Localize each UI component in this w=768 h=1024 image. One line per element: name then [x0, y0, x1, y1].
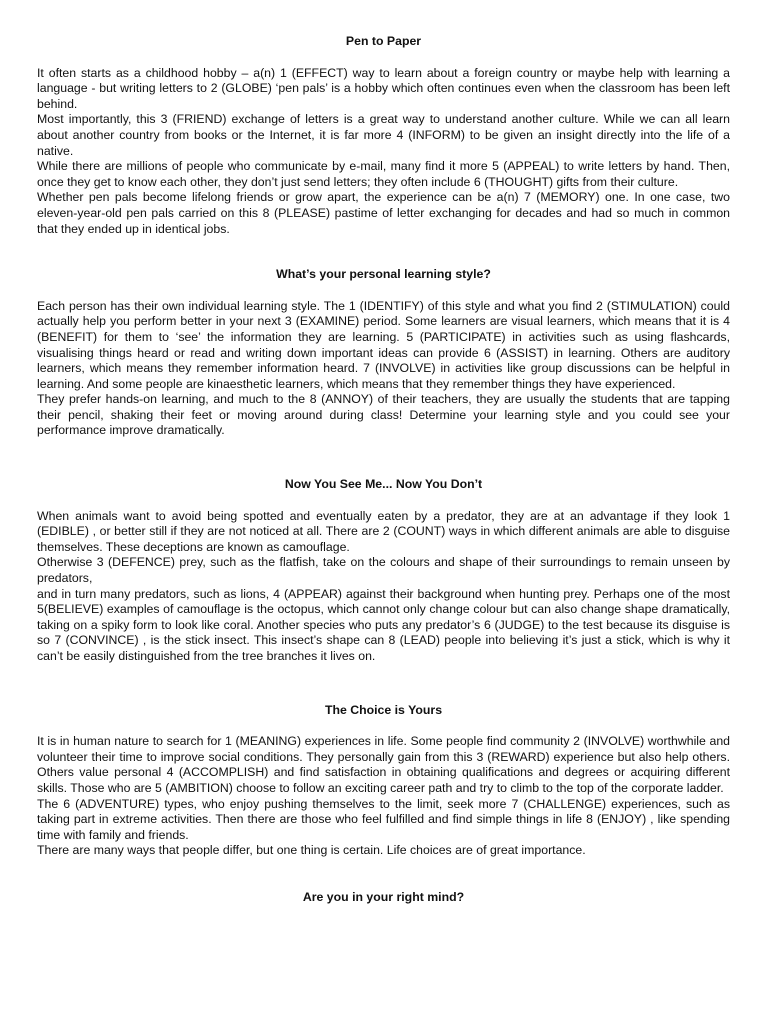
section-spacer [37, 665, 730, 703]
paragraph: When animals want to avoid being spotted and eventually eaten by a predator, they are at an advantage if they look 1 (EDIBLE) , or better still if they are not noticed at all. There are 2 (COUNT) ways in which different animals are able to disguise themselves. These deceptions are known as camouflage. [37, 508, 730, 554]
paragraph: It is in human nature to search for 1 (MEANING) experiences in life. Some people find community 2 (INVOLVE) worthwhile and volunteer their time to improve social conditions. They personally gain from this 3 (REWARD) experience but also help others. Others value personal 4 (ACCOMPLISH) and find satisfaction in obtaining qualifications and degrees or acquiring different skills. Those who are 5 (AMBITION) choose to follow an exciting career path and try to climb to the top of the corporate ladder. [37, 734, 730, 795]
section-title: The Choice is Yours [324, 702, 443, 717]
section-title: What’s your personal learning style? [276, 267, 491, 282]
paragraph: Each person has their own individual learning style. The 1 (IDENTIFY) of this style and what you find 2 (STIMULATION) could actually help you perform better in your next 3 (EXAMINE) period. Some learners are visual learners, which means that it is 4 (BENEFIT) for them to ‘see’ the information they are learning. 5 (PARTICIPATE) in activities such as using flashcards, visualising things heard or read and writing down important ideas can provide 6 (ASSIST) in learning. Others are auditory learners, which means they remember information heard. 7 (INVOLVE) in activities like group discussions can be helpful in learning. And some people are kinaesthetic learners, which means that they remember things they have experienced. [37, 298, 730, 391]
paragraph: It often starts as a childhood hobby – a(n) 1 (EFFECT) way to learn about a foreign country or maybe help with learning a language - but writing letters to 2 (GLOBE) ‘pen pals’ is a hobby which often continues even when the classroom has been left behind. [37, 65, 730, 111]
section-right-mind [37, 890, 730, 906]
paragraph: and in turn many predators, such as lions, 4 (APPEAR) against their background when hunting prey. Perhaps one of the most 5(BELIEVE) examples of camouflage is the octopus, which cannot only change colour but can also change shape dramatically, taking on a spiky form to look like coral. Another species who puts any predator’s 6 (JUDGE) to the test because its disguise is so 7 (CONVINCE) , is the stick insect. This insect’s shape can 8 (LEAD) people into believing it’s just a stick, which is why it can’t be easily distinguished from the tree branches it lives on. [37, 586, 730, 663]
paragraph: Most importantly, this 3 (FRIEND) exchange of letters is a great way to understand another culture. While we can all learn about another country from books or the Internet, it is far more 4 (INFORM) to be given an insight directly into the life of a native. [37, 112, 730, 158]
paragraph: The 6 (ADVENTURE) types, who enjoy pushing themselves to the limit, seek more 7 (CHALLENGE) experiences, such as taking part in extreme activities. Then there are those who feel fulfilled and find simple things in life 8 (ENJOY) , like spending time with family and friends. [37, 796, 730, 842]
section-now-you-see-me [37, 477, 730, 665]
section-learning-style [37, 267, 730, 439]
paragraph: They prefer hands-on learning, and much to the 8 (ANNOY) of their teachers, they are usually the students that are tapping their pencil, shaking their feet or moving around during class! Determine your learning style and you could see your performance improve dramatically. [37, 392, 730, 438]
section-pen-to-paper [37, 34, 730, 237]
section-title: Are you in your right mind? [302, 889, 465, 904]
paragraph: Otherwise 3 (DEFENCE) prey, such as the flatfish, take on the colours and shape of their surroundings to remain unseen by predators, [37, 555, 730, 586]
paragraph: There are many ways that people differ, but one thing is certain. Life choices are of great importance. [37, 843, 586, 858]
section-title: Pen to Paper [345, 34, 422, 48]
section-spacer [37, 237, 730, 267]
section-choice-is-yours [37, 703, 730, 859]
paragraph: While there are millions of people who communicate by e-mail, many find it more 5 (APPEAL) to write letters by hand. Then, once they get to know each other, they don’t just send letters; they often include 6 (THOUGHT) gifts from their culture. [37, 159, 730, 189]
section-spacer [37, 859, 730, 890]
paragraph: Whether pen pals become lifelong friends or grow apart, the experience can be a(n) 7 (MEMORY) one. In one case, two eleven-year-old pen pals carried on this 8 (PLEASE) pastime of letter exchanging for decades and had so much in common that they ended up in identical jobs. [37, 190, 730, 236]
section-spacer [37, 439, 730, 477]
section-title: Now You See Me... Now You Don’t [284, 477, 483, 492]
